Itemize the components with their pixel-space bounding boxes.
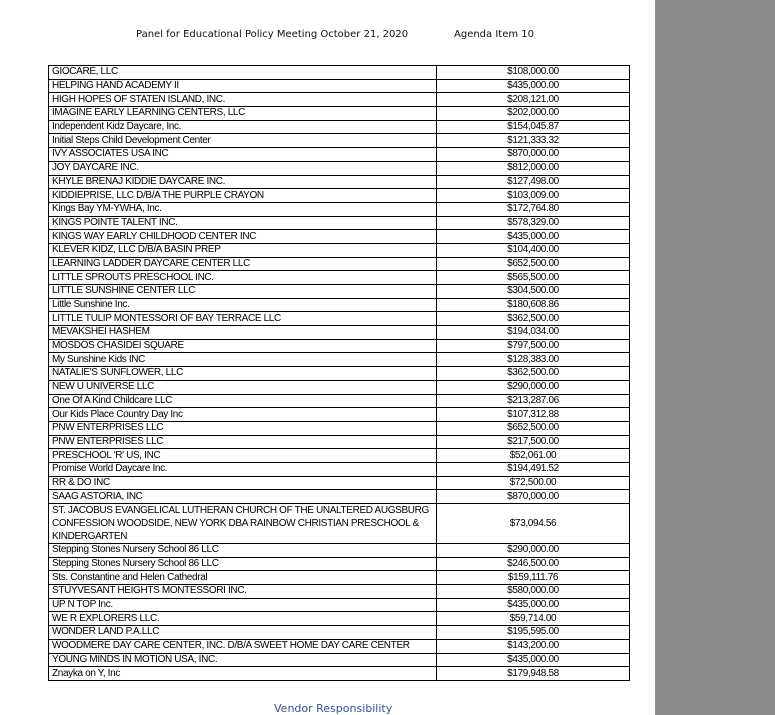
vendor-name-cell: LITTLE SUNSHINE CENTER LLC bbox=[49, 285, 437, 299]
page-header bbox=[0, 29, 655, 43]
amount-cell: $121,333.32 bbox=[437, 134, 630, 148]
amount-cell: $103,009.00 bbox=[437, 189, 630, 203]
vendor-name-cell: HELPING HAND ACADEMY II bbox=[49, 79, 437, 93]
table-row bbox=[49, 626, 630, 640]
vendor-name-cell: LITTLE TULIP MONTESSORI OF BAY TERRACE LLC bbox=[49, 312, 437, 326]
amount-cell: $194,491.52 bbox=[437, 462, 630, 476]
table-row bbox=[49, 134, 630, 148]
vendor-name-cell: PRESCHOOL 'R' US, INC bbox=[49, 449, 437, 463]
amount-cell: $217,500.00 bbox=[437, 435, 630, 449]
table-row bbox=[49, 93, 630, 107]
vendor-name-cell: JOY DAYCARE INC. bbox=[49, 161, 437, 175]
table-row bbox=[49, 107, 630, 121]
amount-cell: $73,094.56 bbox=[437, 504, 630, 544]
vendor-name-cell: NATALIE'S SUNFLOWER, LLC bbox=[49, 367, 437, 381]
amount-cell: $870,000.00 bbox=[437, 490, 630, 504]
table-row bbox=[49, 449, 630, 463]
table-row bbox=[49, 326, 630, 340]
table-row bbox=[49, 435, 630, 449]
amount-cell: $213,287.06 bbox=[437, 394, 630, 408]
vendor-name-cell: MOSDOS CHASIDEI SQUARE bbox=[49, 339, 437, 353]
table-row bbox=[49, 230, 630, 244]
vendor-name-cell: PNW ENTERPRISES LLC bbox=[49, 421, 437, 435]
amount-cell: $154,045.87 bbox=[437, 120, 630, 134]
amount-cell: $246,500.00 bbox=[437, 557, 630, 571]
table-row bbox=[49, 585, 630, 599]
table-row bbox=[49, 557, 630, 571]
agenda-item-label: Agenda Item 10 bbox=[454, 29, 534, 40]
meeting-title: Panel for Educational Policy Meeting October 21, 2020 bbox=[136, 29, 409, 40]
amount-cell: $159,111.76 bbox=[437, 571, 630, 585]
amount-cell: $195,595.00 bbox=[437, 626, 630, 640]
vendor-name-cell: Znayka on Y, Inc bbox=[49, 667, 437, 681]
table-row bbox=[49, 544, 630, 558]
table-row bbox=[49, 476, 630, 490]
table-row bbox=[49, 189, 630, 203]
table-row bbox=[49, 66, 630, 80]
amount-cell: $435,000.00 bbox=[437, 79, 630, 93]
table-row bbox=[49, 202, 630, 216]
table-row bbox=[49, 598, 630, 612]
amount-cell: $578,329.00 bbox=[437, 216, 630, 230]
vendor-name-cell: UP N TOP Inc. bbox=[49, 598, 437, 612]
vendor-name-cell: KINGS WAY EARLY CHILDHOOD CENTER INC bbox=[49, 230, 437, 244]
table-row bbox=[49, 312, 630, 326]
amount-cell: $304,500.00 bbox=[437, 285, 630, 299]
vendor-name-cell: Sts. Constantine and Helen Cathedral bbox=[49, 571, 437, 585]
amount-cell: $194,034.00 bbox=[437, 326, 630, 340]
vendor-name-cell: IMAGINE EARLY LEARNING CENTERS, LLC bbox=[49, 107, 437, 121]
vendor-name-cell: NEW U UNIVERSE LLC bbox=[49, 380, 437, 394]
table-row bbox=[49, 490, 630, 504]
table-row bbox=[49, 667, 630, 681]
vendor-name-cell: Stepping Stones Nursery School 86 LLC bbox=[49, 544, 437, 558]
table-row bbox=[49, 216, 630, 230]
vendor-name-cell: RR & DO INC bbox=[49, 476, 437, 490]
amount-cell: $435,000.00 bbox=[437, 230, 630, 244]
vendor-table-body bbox=[49, 66, 630, 681]
amount-cell: $107,312.88 bbox=[437, 408, 630, 422]
vendor-name-cell: STUYVESANT HEIGHTS MONTESSORI INC. bbox=[49, 585, 437, 599]
amount-cell: $362,500.00 bbox=[437, 312, 630, 326]
table-row bbox=[49, 285, 630, 299]
amount-cell: $128,383.00 bbox=[437, 353, 630, 367]
table-row bbox=[49, 639, 630, 653]
vendor-name-cell: GIOCARE, LLC bbox=[49, 66, 437, 80]
amount-cell: $290,000.00 bbox=[437, 380, 630, 394]
table-row bbox=[49, 367, 630, 381]
vendor-name-cell: LEARNING LADDER DAYCARE CENTER LLC bbox=[49, 257, 437, 271]
table-row bbox=[49, 79, 630, 93]
amount-cell: $104,400.00 bbox=[437, 243, 630, 257]
amount-cell: $362,500.00 bbox=[437, 367, 630, 381]
amount-cell: $580,000.00 bbox=[437, 585, 630, 599]
vendor-name-cell: WOODMERE DAY CARE CENTER, INC. D/B/A SWEET HOME DAY CARE CENTER bbox=[49, 639, 437, 653]
vendor-name-cell: PNW ENTERPRISES LLC bbox=[49, 435, 437, 449]
amount-cell: $127,498.00 bbox=[437, 175, 630, 189]
amount-cell: $565,500.00 bbox=[437, 271, 630, 285]
table-row bbox=[49, 175, 630, 189]
amount-cell: $143,200.00 bbox=[437, 639, 630, 653]
vendor-name-cell: My Sunshine Kids INC bbox=[49, 353, 437, 367]
vendor-name-cell: Little Sunshine Inc. bbox=[49, 298, 437, 312]
table-row bbox=[49, 653, 630, 667]
amount-cell: $180,608.86 bbox=[437, 298, 630, 312]
table-row bbox=[49, 120, 630, 134]
vendor-name-cell: Initial Steps Child Development Center bbox=[49, 134, 437, 148]
vendor-name-cell: ST. JACOBUS EVANGELICAL LUTHERAN CHURCH OF THE UNALTERED AUGSBURG CONFESSION WOODSIDE, NEW YORK DBA RAINBOW CHRISTIAN PRESCHOOL & KINDERGARTEN bbox=[49, 504, 437, 544]
table-row bbox=[49, 408, 630, 422]
table-row bbox=[49, 339, 630, 353]
vendor-name-cell: KLEVER KIDZ, LLC D/B/A BASIN PREP bbox=[49, 243, 437, 257]
table-row bbox=[49, 243, 630, 257]
amount-cell: $59,714.00 bbox=[437, 612, 630, 626]
vendor-name-cell: WE R EXPLORERS LLC. bbox=[49, 612, 437, 626]
vendor-name-cell: WONDER LAND P.A.LLC bbox=[49, 626, 437, 640]
vendor-name-cell: One Of A Kind Childcare LLC bbox=[49, 394, 437, 408]
table-row bbox=[49, 353, 630, 367]
amount-cell: $202,000.00 bbox=[437, 107, 630, 121]
vendor-name-cell: HIGH HOPES OF STATEN ISLAND, INC. bbox=[49, 93, 437, 107]
table-row bbox=[49, 612, 630, 626]
table-row bbox=[49, 257, 630, 271]
table-row bbox=[49, 271, 630, 285]
vendor-name-cell: Stepping Stones Nursery School 86 LLC bbox=[49, 557, 437, 571]
vendor-name-cell: KIDDIEPRISE, LLC D/B/A THE PURPLE CRAYON bbox=[49, 189, 437, 203]
vendor-name-cell: YOUNG MINDS IN MOTION USA, INC. bbox=[49, 653, 437, 667]
table-row bbox=[49, 504, 630, 544]
amount-cell: $172,764.80 bbox=[437, 202, 630, 216]
amount-cell: $179,948.58 bbox=[437, 667, 630, 681]
amount-cell: $435,000.00 bbox=[437, 598, 630, 612]
table-row bbox=[49, 161, 630, 175]
vendor-name-cell: IVY ASSOCIATES USA INC bbox=[49, 148, 437, 162]
amount-cell: $108,000.00 bbox=[437, 66, 630, 80]
table-row bbox=[49, 571, 630, 585]
footer-heading: Vendor Responsibility bbox=[274, 702, 393, 715]
table-row bbox=[49, 421, 630, 435]
vendor-name-cell: MEVAKSHEI HASHEM bbox=[49, 326, 437, 340]
vendor-name-cell: Promise World Daycare Inc. bbox=[49, 462, 437, 476]
vendor-name-cell: KINGS POINTE TALENT INC. bbox=[49, 216, 437, 230]
vendor-name-cell: Kings Bay YM-YWHA, Inc. bbox=[49, 202, 437, 216]
amount-cell: $208,121.00 bbox=[437, 93, 630, 107]
vendor-name-cell: Our Kids Place Country Day Inc bbox=[49, 408, 437, 422]
amount-cell: $290,000.00 bbox=[437, 544, 630, 558]
amount-cell: $435,000.00 bbox=[437, 653, 630, 667]
amount-cell: $652,500.00 bbox=[437, 257, 630, 271]
amount-cell: $52,061.00 bbox=[437, 449, 630, 463]
amount-cell: $797,500.00 bbox=[437, 339, 630, 353]
vendor-name-cell: KHYLE BRENAJ KIDDIE DAYCARE INC. bbox=[49, 175, 437, 189]
table-row bbox=[49, 394, 630, 408]
table-row bbox=[49, 462, 630, 476]
vendor-table bbox=[48, 65, 630, 681]
vendor-name-cell: LITTLE SPROUTS PRESCHOOL INC. bbox=[49, 271, 437, 285]
vendor-name-cell: Independent Kidz Daycare, Inc. bbox=[49, 120, 437, 134]
table-row bbox=[49, 380, 630, 394]
table-row bbox=[49, 148, 630, 162]
amount-cell: $72,500.00 bbox=[437, 476, 630, 490]
amount-cell: $812,000.00 bbox=[437, 161, 630, 175]
table-row bbox=[49, 298, 630, 312]
amount-cell: $870,000.00 bbox=[437, 148, 630, 162]
vendor-name-cell: SAAG ASTORIA, INC bbox=[49, 490, 437, 504]
amount-cell: $652,500.00 bbox=[437, 421, 630, 435]
